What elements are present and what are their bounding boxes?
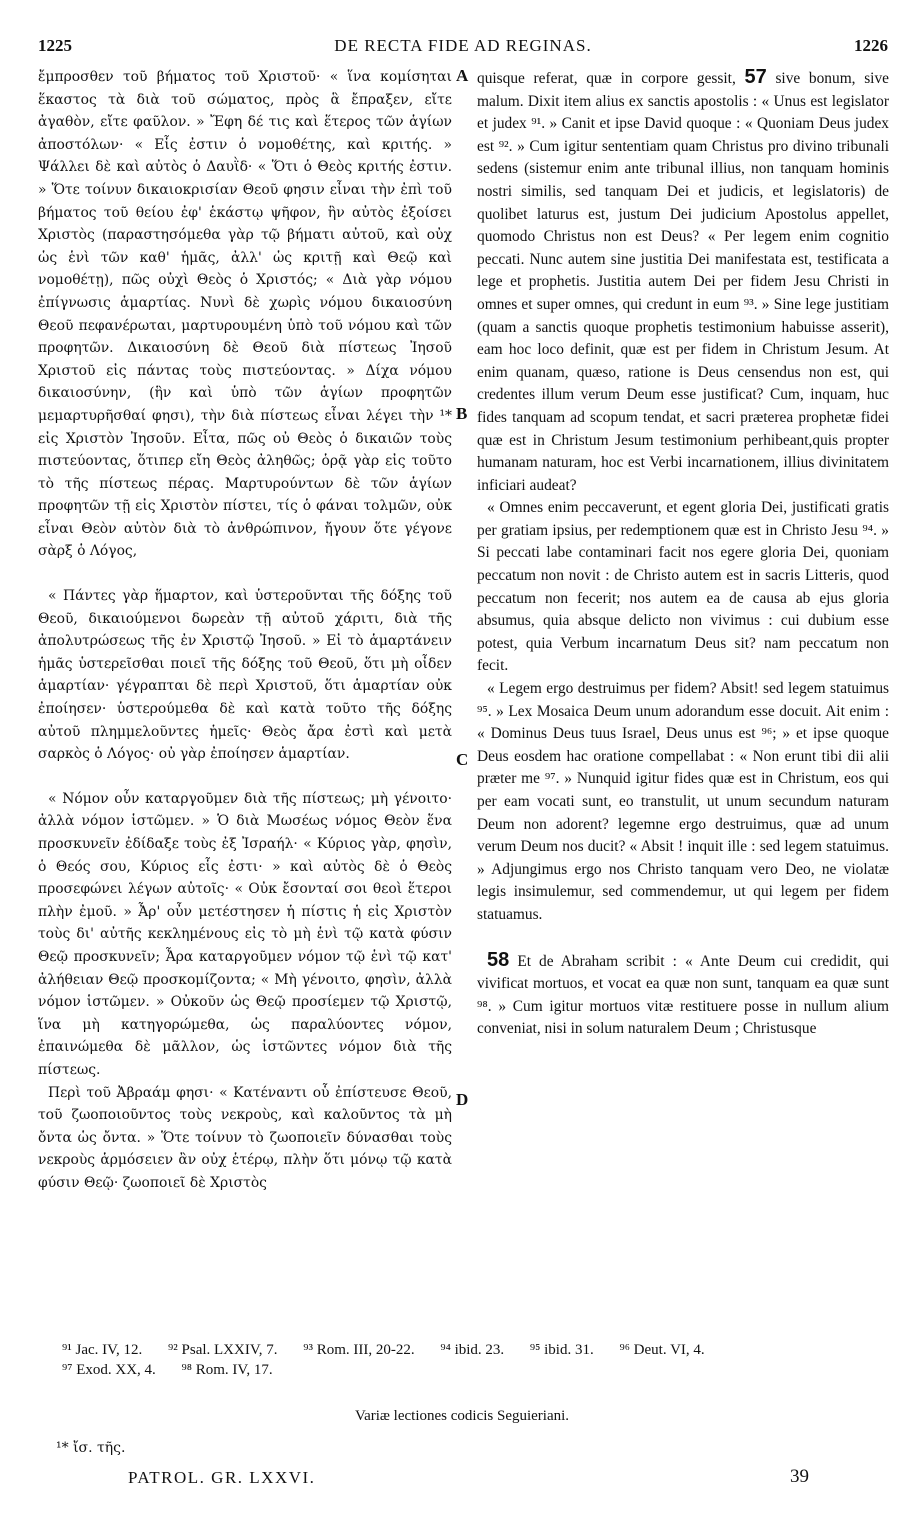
footnote-95: ⁹⁵ ibid. 31. — [529, 1342, 594, 1358]
greek-paragraph-4: Περὶ τοῦ Ἀβραάμ φησι· « Κατέναντι οὗ ἐπίστευσε Θεοῦ, τοῦ ζωοποιοῦντος τοὺς νεκροὺς, καὶ καλοῦντος τὰ μὴ ὄντα ὡς ὄντα. » Ὅτε τοίνυν τὸ ζωοποιεῖν δύνασθαι τοὺς νεκροὺς ἁρμόσειεν ἂν οὐχ ἑτέρῳ, πλὴν ὅτι μόνῳ τῷ κατὰ φύσιν Θεῷ· ζωοποιεῖ δὲ Χριστὸς — [38, 1084, 452, 1191]
footnote-91: ⁹¹ Jac. IV, 12. — [62, 1342, 143, 1358]
margin-letter-d: D — [456, 1090, 469, 1109]
footnotes-row-1 — [62, 1340, 892, 1360]
greek-paragraph-1: ἔμπροσθεν τοῦ βήματος τοῦ Χριστοῦ· « ἵνα κομίσηται ἕκαστος τὰ διὰ τοῦ σώματος, πρὸς ἃ ἔπραξεν, εἴτε ἀγαθὸν, εἴτε φαῦλον. » Ἔφη δέ τις καὶ ἕτερος τῶν ἁγίων ἀποστόλων· « Εἷς ἐστιν ὁ νομοθέτης, καὶ κριτής. » Ψάλλει δὲ καὶ αὐτὸς ὁ Δαυῒδ· « Ὅτι ὁ Θεὸς κριτής ἐστιν. » Ὅτε τοίνυν δικαιοκρισίαν Θεοῦ φησιν εἶναι τὴν ἐπὶ τοῦ βήματος τοῦ θείου ἐφ' ἑκάστῳ ψῆφον, ἣν αὐτὸς ἐξοίσει Χριστὸς (παραστησόμεθα γὰρ τῷ βήματι αὐτοῦ, καὶ οὐχ ὡς ἑνὶ τῶν καθ' ἡμᾶς, ἀλλ' ὡς κριτῇ καὶ Θεῷ καὶ νομοθέτῃ), πῶς οὐχὶ Θεὸς ὁ Χριστός; « Διὰ γὰρ νόμου ἐπίγνωσις ἁμαρτίας. Νυνὶ δὲ χωρὶς νόμου δικαιοσύνη Θεοῦ πεφανέρωται, μαρτυρουμένη ὑπὸ τοῦ νόμου καὶ τῶν προφητῶν. Δικαιοσύνη δὲ Θεοῦ διὰ πίστεως Ἰησοῦ Χριστοῦ εἰς πάντας τοὺς πιστεύοντας. » Δίχα νόμου δικαιοσύνην, (ἣν καὶ ὑπὸ τῶν ἁγίων προφητῶν μεμαρτυρῆσθαί φησι), τὴν διὰ πίστεως εἶναι λέγει τὴν ¹* εἰς Χριστὸν Ἰησοῦν. Εἶτα, πῶς οὐ Θεὸς ὁ δικαιῶν τοὺς πιστεύοντας, ὅτιπερ εἴη Θεὸς ἀληθῶς; ὁρᾷ γὰρ εἰς τοῦτο τὸ τῆς πίστεως πέρας. Μαρτυρούντων δὲ τῶν ἁγίων προφητῶν τῇ εἰς Χριστὸν πίστει, τίς ὁ φάναι τολμῶν, οὐκ εἶναι Θεὸν αὐτὸν διὰ τὸ ἀνθρώπινον, ἤγουν ὅτε γέγονε σὰρξ ὁ Λόγος, — [38, 69, 452, 560]
latin-paragraph-3: « Legem ergo destruimus per fidem? Absit! sed legem statuimus ⁹⁵. » Lex Mosaica Deum unum adorandum esse docuit. Ait enim : « Dominus Deus tuus Israel, Deus unus est ⁹⁶; » et ipse quoque Deus eosdem hac oratione compellabat : « Non erunt tibi dii alii præter me ⁹⁷. » Nunquid igitur fides quæ est in Christum, eos qui per eam vocati sunt, eo transtulit, ut unum secundum naturam Deum non adorent? legemne ergo destruimus, quæ ad unum verum Deum nos ducit? « Absit ! inquit ille : sed legem statuimus. » Adjungimus ergo nos Christo tanquam vero Deo, ne violatæ legis insimulemur, sed commendemur, ut qui legem per fidem statuamus. — [477, 680, 889, 923]
margin-letter-c: C — [456, 750, 469, 769]
latin-paragraph-4 — [477, 949, 889, 1041]
sheet-number: 39 — [790, 1466, 809, 1487]
page-number-left: 1225 — [38, 36, 72, 55]
margin-letter-b: B — [456, 404, 468, 423]
latin-paragraph-1-rest: sive bonum, sive malum. Dixit item alius ex sanctis apostolis : « Unus est legislator et judex ⁹¹. » Canit et ipse David quoque : « Quoniam Deus judex est ⁹². » Cum igitur sententiam quam Christus pro divino tribunali sedens (sistemur enim ante tribunal illius, non tanquam hominis nostri similis, sed tanquam Dei et judicis, et legislatoris) de quolibet laturus est, justum Dei judicium Apostolus appellet, quomodo Christus non est Deus? « Per legem enim cognitio peccati. Nunc autem sine justitia Dei manifestata est, testificata a lege et prophetis. Justitia autem Dei per fidem Jesu Christi in omnes et super omnes, qui credunt in eum ⁹³. » Sine lege justitiam (quam a sanctis quoque prophetis testimonium habuisse asserit), eam hoc loco definit, quæ est per fidem in Christum Jesum. At enim quanam, quæso, ratione is Deus censendus non est, qui credentes illum verum Deum esse justificat? Cum, inquam, huc fides tanquam ad scopum tendat, et sacri præterea prophetæ fidei quæ est in Christum Jesum testimonium perhibeant,quis propter humanam naturam, hoc est Verbi incarnationem, illius divinitatem inficiari audeat? — [477, 70, 889, 494]
variae-lectiones-heading: Variæ lectiones codicis Seguieriani. — [354, 1408, 570, 1424]
running-header — [38, 36, 888, 60]
latin-paragraph-4-text: Et de Abraham scribit : « Ante Deum cui credidit, qui vivificat mortuos, et vocat ea quæ non sunt, tanquam ea quæ sunt ⁹⁸. » Cum igitur mortuos vitæ restituere posse in nullum alium conveniat, nisi in solum naturalem Deum ; Christusque — [477, 952, 889, 1038]
greek-paragraph-2: « Πάντες γὰρ ἥμαρτον, καὶ ὑστεροῦνται τῆς δόξης τοῦ Θεοῦ, δικαιούμενοι δωρεὰν τῇ αὐτοῦ χάριτι, διὰ τῆς ἀπολυτρώσεως τῆς ἐν Χριστῷ Ἰησοῦ. » Εἰ τὸ ἁμαρτάνειν ἡμᾶς ὑστερεῖσθαι ποιεῖ τῆς δόξης τοῦ Θεοῦ, ὅτι μὴ οἶδεν ἁμαρτίαν· γέγραπται δὲ περὶ Χριστοῦ, ὅτι ἁμαρτίαν οὐκ ἐποίησεν· ὑστερούμεθα δὲ καὶ κατὰ τοῦτο τῆς δόξης αὐτοῦ πλημμελοῦντες ἡμεῖς· Θεὸς ἄρα ἐστὶ καὶ μετὰ σαρκὸς ὁ Λόγος· οὐ γὰρ ἐποίησεν ἁμαρτίαν. — [38, 588, 452, 763]
variant-reading-note: ¹* ἴσ. τῆς. — [56, 1440, 126, 1456]
section-number-58: 58 — [487, 948, 510, 971]
section-number-57: 57 — [744, 66, 767, 88]
footnote-98: ⁹⁸ Rom. IV, 17. — [181, 1362, 273, 1378]
latin-paragraph-2: « Omnes enim peccaverunt, et egent gloria Dei, justificati gratis per gratiam ipsius, per redemptionem quæ est in Christo Jesu ⁹⁴. » Si peccati labe contaminari facit nos egere gloria Dei, quoniam peccatum non novit : de Christo autem est in sacris Litteris, quod peccatum non fecerit; nos autem ea de causa ab ejus gloria absumus, quia absque delicto non vivimus : cui dubium esse potest, quia Verbum incarnatum Deus sit? nam peccatum non fecit. — [477, 499, 889, 675]
footnote-93: ⁹³ Rom. III, 20-22. — [303, 1342, 415, 1358]
running-title: DE RECTA FIDE AD REGINAS. — [334, 36, 592, 55]
latin-paragraph-1-start: quisque referat, quæ in corpore gessit, — [477, 70, 736, 87]
latin-column — [477, 66, 889, 1041]
footnote-92: ⁹² Psal. LXXIV, 7. — [168, 1342, 278, 1358]
footnote-97: ⁹⁷ Exod. XX, 4. — [62, 1362, 156, 1378]
footnote-94: ⁹⁴ ibid. 23. — [440, 1342, 505, 1358]
footnotes-row-2 — [62, 1360, 892, 1380]
page-number-right: 1226 — [854, 36, 888, 55]
latin-paragraph-1 — [477, 66, 889, 497]
footnote-96: ⁹⁶ Deut. VI, 4. — [619, 1342, 705, 1358]
greek-paragraph-3: « Νόμον οὖν καταργοῦμεν διὰ τῆς πίστεως; μὴ γένοιτο· ἀλλὰ νόμον ἱστῶμεν. » Ὁ διὰ Μωσέως νόμος Θεὸν ἕνα προσκυνεῖν ἐδίδαξε τοὺς ἐξ Ἰσραήλ· « Κύριος γὰρ, φησὶν, ὁ Θεός σου, Κύριος εἷς ἐστι· » καὶ αὐτὸς δὲ ὁ Θεὸς προσεφώνει λέγων αὐτοῖς· « Οὐκ ἔσονταί σοι θεοὶ ἕτεροι πλὴν ἐμοῦ. » Ἆρ' οὖν μετέστησεν ἡ πίστις ἡ εἰς Χριστὸν τοὺς δι' αὐτῆς κεκλημένους εἰς τὸ μὴ ἑνὶ τῷ κατὰ φύσιν Θεῷ προσκυνεῖν; Ἆρα καταργοῦμεν νόμον τῷ ἑνὶ τῷ κατ' ἀλήθειαν Θεῷ προσκομίζοντα; « Μὴ γένοιτο, φησὶν, ἀλλὰ νόμον ἱστῶμεν. » Οὐκοῦν ὡς Θεῷ προσίεμεν τῷ Χριστῷ, ἵνα μὴ κατηγορώμεθα, ὡς παραλύοντες νόμον, ἐπαινώμεθα δὲ μᾶλλον, ὡς ἱστῶντες νόμον διὰ τῆς πίστεως. — [38, 790, 452, 1078]
greek-column — [38, 66, 452, 1195]
series-footer: PATROL. GR. LXXVI. — [128, 1468, 316, 1487]
margin-letter-a: A — [456, 66, 469, 85]
